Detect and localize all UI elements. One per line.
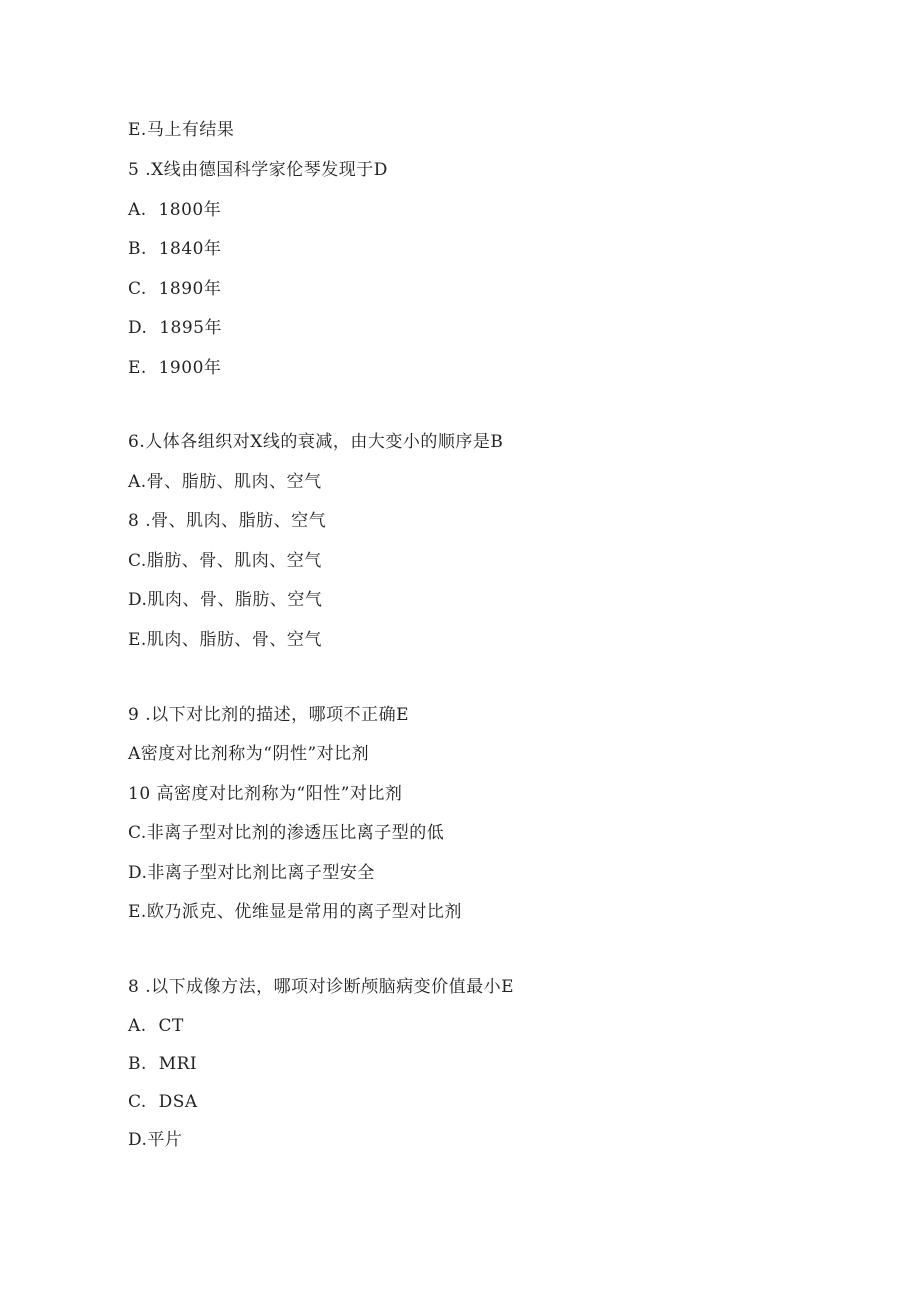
q5-option-c: C. 1890年 [128,279,222,299]
q9-option-a: A密度对比剂称为“阴性”对比剂 [128,744,370,764]
q8-option-c: C. DSA [128,1092,198,1112]
q9-option-c: C.非离子型对比剂的渗透压比离子型的低 [128,823,445,843]
q6-option-e: E.肌肉、脂肪、骨、空气 [128,630,322,650]
question-8: 8 .以下成像方法，哪项对诊断颅脑病变价值最小E [128,977,515,997]
q5-option-d: D. 1895年 [128,318,222,338]
question-5: 5 .X线由德国科学家伦琴发现于D [128,160,388,180]
q8-option-a: A. CT [128,1016,184,1036]
option-e-result: E.马上有结果 [128,120,235,140]
question-9: 9 .以下对比剂的描述，哪项不正确E [128,705,410,725]
q9-option-d: D.非离子型对比剂比离子型安全 [128,863,375,883]
q5-option-b: B. 1840年 [128,239,222,259]
q6-option-d: D.肌肉、骨、脂肪、空气 [128,590,323,610]
q9-option-e: E.欧乃派克、优维显是常用的离子型对比剂 [128,902,462,922]
q5-option-e: E. 1900年 [128,358,222,378]
question-6: 6.人体各组织对X线的衰减，由大变小的顺序是B [128,432,504,452]
q6-option-a: A.骨、脂肪、肌肉、空气 [128,472,322,492]
q9-option-b: 10 高密度对比剂称为“阳性”对比剂 [128,784,403,804]
q8-option-d: D.平片 [128,1130,183,1150]
q8-option-b: B. MRI [128,1054,198,1074]
q6-option-c: C.脂肪、骨、肌肉、空气 [128,551,322,571]
q5-option-a: A. 1800年 [128,200,222,220]
q6-option-b: 8 .骨、肌肉、脂肪、空气 [128,511,327,531]
